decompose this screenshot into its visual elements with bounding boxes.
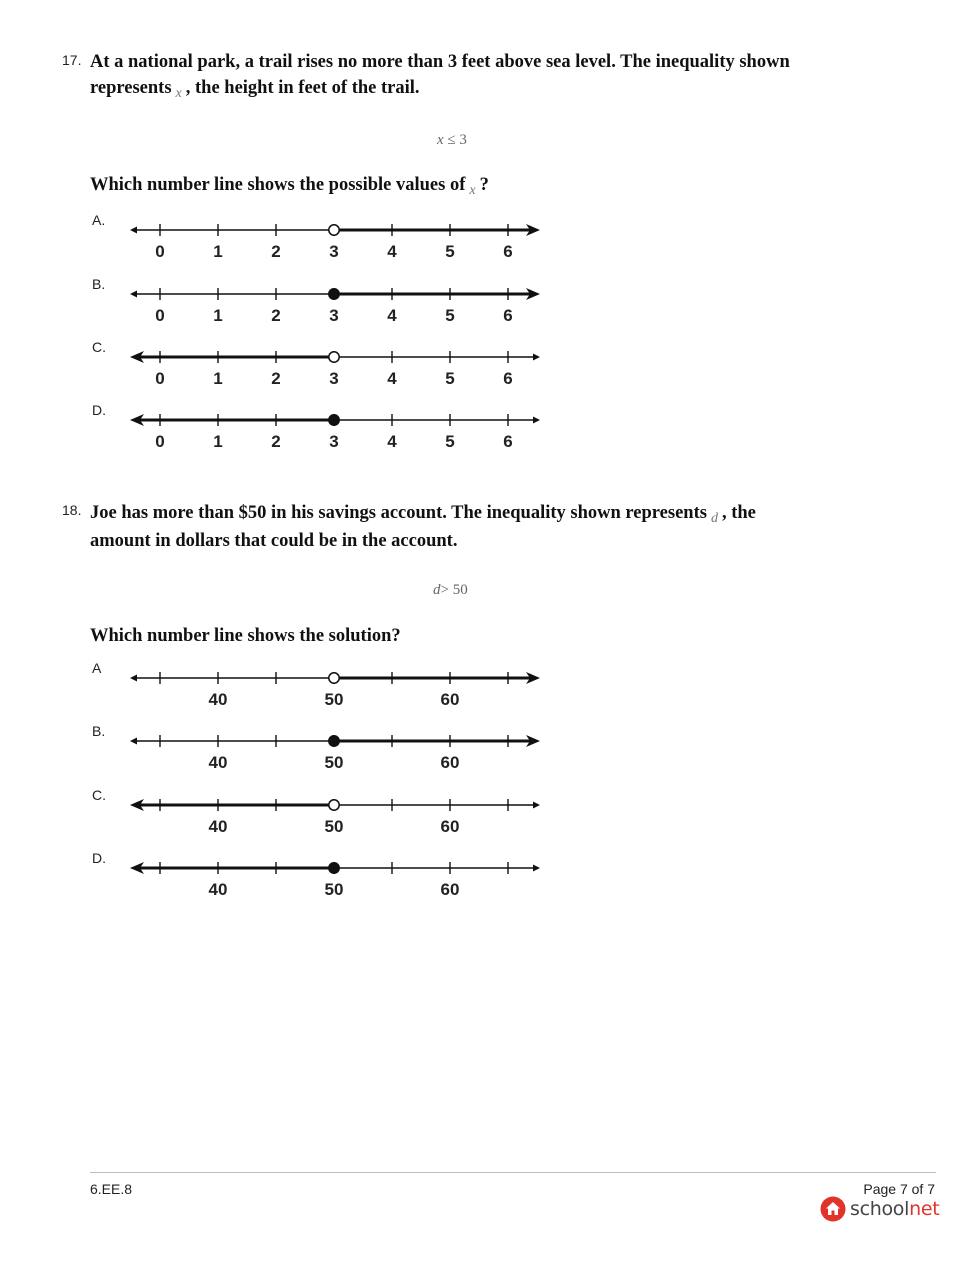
tick-label: 6 (503, 242, 513, 261)
variable-d: d (710, 511, 718, 526)
tick-label: 3 (329, 306, 339, 325)
q17-option-b-label[interactable]: B. (92, 276, 106, 292)
tick-label: 5 (445, 369, 455, 388)
q17-option-c-number-line[interactable] (128, 342, 542, 392)
tick-label: 60 (440, 753, 460, 772)
tick-label: 50 (324, 690, 344, 709)
right-arrowhead (533, 417, 540, 424)
tick-label: 3 (329, 369, 339, 388)
q18-option-b-label[interactable]: B. (92, 723, 106, 739)
schoolnet-logo (820, 1196, 939, 1222)
right-arrowhead (533, 354, 540, 361)
tick-label: 60 (440, 690, 460, 709)
open-circle (329, 225, 339, 235)
q18-option-b-number-line[interactable] (128, 726, 542, 776)
closed-circle (329, 863, 339, 873)
q18-option-d-label[interactable]: D. (92, 850, 106, 866)
tick-label: 2 (271, 242, 281, 261)
tick-label: 1 (213, 242, 223, 261)
tick-label: 40 (208, 880, 228, 899)
tick-label: 0 (155, 369, 165, 388)
tick-label: 1 (213, 369, 223, 388)
tick-label: 40 (208, 690, 228, 709)
question-18-line1: Joe has more than $50 in his savings account. The inequality shown represents $_d$ , the (90, 503, 756, 526)
tick-label: 1 (213, 306, 223, 325)
tick-label: 6 (503, 369, 513, 388)
question-18-number: 18. (62, 502, 82, 518)
closed-circle (329, 289, 339, 299)
open-circle (329, 352, 339, 362)
right-arrowhead (533, 865, 540, 872)
tick-label: 2 (271, 369, 281, 388)
footer-page-number: Page 7 of 7 (863, 1181, 935, 1197)
q17-option-a-number-line[interactable] (128, 215, 542, 265)
q17-option-d-label[interactable]: D. (92, 402, 106, 418)
prompt-variable-x: x (469, 183, 476, 198)
question-17-text (90, 49, 850, 103)
tick-label: 1 (213, 432, 223, 451)
question-17-prompt: Which number line shows the possible values of $_x$ ? (90, 175, 489, 198)
q17-option-d-number-line[interactable] (128, 405, 542, 455)
tick-label: 40 (208, 817, 228, 836)
tick-label: 0 (155, 432, 165, 451)
left-arrowhead (130, 227, 137, 234)
tick-label: 3 (329, 242, 339, 261)
question-18-line2: amount in dollars that could be in the account. (90, 531, 458, 551)
question-17-inequality: x ≤ 3 (437, 132, 467, 148)
tick-label: 6 (503, 306, 513, 325)
question-17-number: 17. (62, 52, 82, 68)
question-18-text (90, 500, 850, 554)
question-18-inequality: d> 50 (433, 582, 468, 598)
tick-label: 60 (440, 880, 460, 899)
q17-option-a-label[interactable]: A. (92, 212, 106, 228)
left-arrowhead (130, 738, 137, 745)
tick-label: 50 (324, 880, 344, 899)
q18-option-a-label[interactable]: A (92, 660, 102, 676)
q18-option-c-label[interactable]: C. (92, 787, 106, 803)
footer-standard: 6.EE.8 (90, 1181, 133, 1197)
footer-divider (90, 1172, 936, 1173)
closed-circle (329, 415, 339, 425)
tick-label: 40 (208, 753, 228, 772)
q17-option-b-number-line[interactable] (128, 279, 542, 329)
question-17-line2: represents $_x$ , the height in feet of the trail. (90, 78, 420, 101)
tick-label: 5 (445, 242, 455, 261)
open-circle (329, 800, 339, 810)
house-icon (820, 1196, 846, 1222)
tick-label: 50 (324, 817, 344, 836)
tick-label: 2 (271, 306, 281, 325)
brand-wordmark: schoolnet (850, 1198, 940, 1220)
tick-label: 0 (155, 306, 165, 325)
tick-label: 2 (271, 432, 281, 451)
tick-label: 6 (503, 432, 513, 451)
variable-x: x (175, 86, 182, 101)
question-18-prompt: Which number line shows the solution? (90, 626, 401, 646)
q17-option-c-label[interactable]: C. (92, 339, 106, 355)
right-arrowhead (533, 802, 540, 809)
tick-label: 5 (445, 432, 455, 451)
tick-label: 5 (445, 306, 455, 325)
closed-circle (329, 736, 339, 746)
tick-label: 0 (155, 242, 165, 261)
tick-label: 60 (440, 817, 460, 836)
left-arrowhead (130, 291, 137, 298)
tick-label: 4 (387, 306, 397, 325)
tick-label: 3 (329, 432, 339, 451)
question-17-line1: At a national park, a trail rises no more than 3 feet above sea level. The inequality shown (90, 52, 790, 72)
q18-option-a-number-line[interactable] (128, 663, 542, 713)
tick-label: 50 (324, 753, 344, 772)
tick-label: 4 (387, 242, 397, 261)
left-arrowhead (130, 675, 137, 682)
open-circle (329, 673, 339, 683)
tick-label: 4 (387, 432, 397, 451)
q18-option-c-number-line[interactable] (128, 790, 542, 840)
tick-label: 4 (387, 369, 397, 388)
q18-option-d-number-line[interactable] (128, 853, 542, 903)
